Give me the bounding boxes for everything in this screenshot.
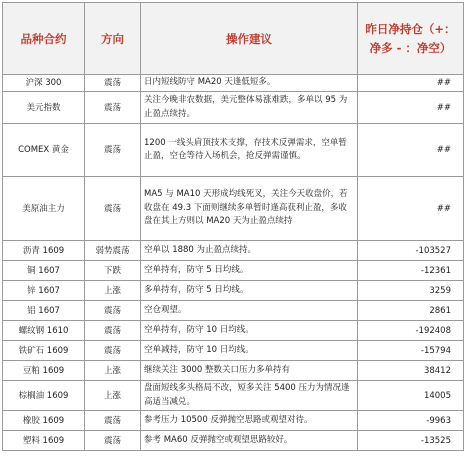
direction-cell: 震荡 — [85, 75, 141, 92]
product-name: 塑料 1609 — [3, 431, 85, 451]
table-row — [3, 92, 464, 124]
header-direction: 方向 — [85, 3, 141, 75]
advice-cell: 空仓观望。 — [141, 301, 358, 321]
direction-cell: 上涨 — [85, 361, 141, 381]
advice-cell: 空单以 1880 为止盈点续持。 — [141, 241, 358, 261]
position-cell: ## — [358, 92, 464, 124]
product-name: 螺纹钢 1610 — [3, 321, 85, 341]
product-name: 美元指数 — [3, 92, 85, 124]
advice-cell: 盘面短线多头格局不改，短多关注 5400 压力为情况逢高适当减兑。 — [141, 381, 358, 411]
advice-cell: 关注今晚非农数据，美元整体易涨难跌，多单以 95 为止盈点续持。 — [141, 92, 358, 124]
advice-cell: 参考压力 10500 反弹抛空思路或观望对待。 — [141, 411, 358, 431]
table-row — [3, 124, 464, 177]
position-cell: ## — [358, 177, 464, 241]
position-cell: -12361 — [358, 261, 464, 281]
strategy-table — [2, 2, 464, 451]
position-cell: 2861 — [358, 301, 464, 321]
product-name: 沪深 300 — [3, 75, 85, 92]
advice-cell: 多单持有，防守 5 日均线。 — [141, 281, 358, 301]
table-row — [3, 361, 464, 381]
position-cell: -192408 — [358, 321, 464, 341]
direction-cell: 震荡 — [85, 177, 141, 241]
table-row — [3, 177, 464, 241]
position-cell: 14005 — [358, 381, 464, 411]
table-row — [3, 381, 464, 411]
position-cell: -15794 — [358, 341, 464, 361]
advice-cell: MA5 与 MA10 天形成均线死叉，关注今天收盘价，若收盘在 49.3 下面则继续多单暂时逢高获利止盈，多收盘在其上方则以 MA20 天为止盈点续持 — [141, 177, 358, 241]
advice-cell: 日内短线防守 MA20 天逢低短多。 — [141, 75, 358, 92]
header-position — [358, 3, 464, 75]
advice-cell: 空单持有，防守 5 日均线。 — [141, 261, 358, 281]
header-position-line1: 昨日净持仓（+： — [365, 21, 456, 36]
header-advice: 操作建议 — [141, 3, 358, 75]
direction-cell: 震荡 — [85, 431, 141, 451]
position-cell: 38412 — [358, 361, 464, 381]
direction-cell: 震荡 — [85, 301, 141, 321]
product-name: 橡胶 1609 — [3, 411, 85, 431]
product-name: 沥青 1609 — [3, 241, 85, 261]
product-name: 铜 1607 — [3, 261, 85, 281]
direction-cell: 震荡 — [85, 321, 141, 341]
position-cell: 3259 — [358, 281, 464, 301]
direction-cell: 震荡 — [85, 92, 141, 124]
position-cell: -9963 — [358, 411, 464, 431]
product-name: 铝 1607 — [3, 301, 85, 321]
product-name: 美原油主力 — [3, 177, 85, 241]
advice-cell: 空单减持，防守 10 日均线。 — [141, 341, 358, 361]
table-row — [3, 411, 464, 431]
header-product: 品种合约 — [3, 3, 85, 75]
direction-cell: 震荡 — [85, 411, 141, 431]
product-name: 锌 1607 — [3, 281, 85, 301]
product-name: COMEX 黄金 — [3, 124, 85, 177]
position-cell: ## — [358, 124, 464, 177]
advice-cell: 1200 一线头肩顶技术支撑，存技术反弹需求，空单暂止盈，空仓等待入场机会，抢反弹需谨慎。 — [141, 124, 358, 177]
advice-cell: 继续关注 3000 整数关口压力多单持有 — [141, 361, 358, 381]
table-row — [3, 261, 464, 281]
direction-cell: 上涨 — [85, 281, 141, 301]
header-position-line2: 净多 - ：净空） — [369, 40, 452, 55]
table-header-row — [3, 3, 464, 75]
advice-cell: 参考 MA60 反弹抛空或观望思路较好。 — [141, 431, 358, 451]
direction-cell: 震荡 — [85, 341, 141, 361]
direction-cell: 震荡 — [85, 124, 141, 177]
table-row — [3, 241, 464, 261]
table-row — [3, 301, 464, 321]
direction-cell: 上涨 — [85, 381, 141, 411]
position-cell: ## — [358, 75, 464, 92]
position-cell: -103527 — [358, 241, 464, 261]
product-name: 棕榈油 1609 — [3, 381, 85, 411]
product-name: 豆粕 1609 — [3, 361, 85, 381]
advice-cell: 空单持有，防守 10 日均线。 — [141, 321, 358, 341]
table-row — [3, 281, 464, 301]
position-cell: -13525 — [358, 431, 464, 451]
table-row — [3, 321, 464, 341]
product-name: 铁矿石 1609 — [3, 341, 85, 361]
direction-cell: 弱势震荡 — [85, 241, 141, 261]
table-row — [3, 75, 464, 92]
table-row — [3, 341, 464, 361]
direction-cell: 下跌 — [85, 261, 141, 281]
table-row — [3, 431, 464, 451]
